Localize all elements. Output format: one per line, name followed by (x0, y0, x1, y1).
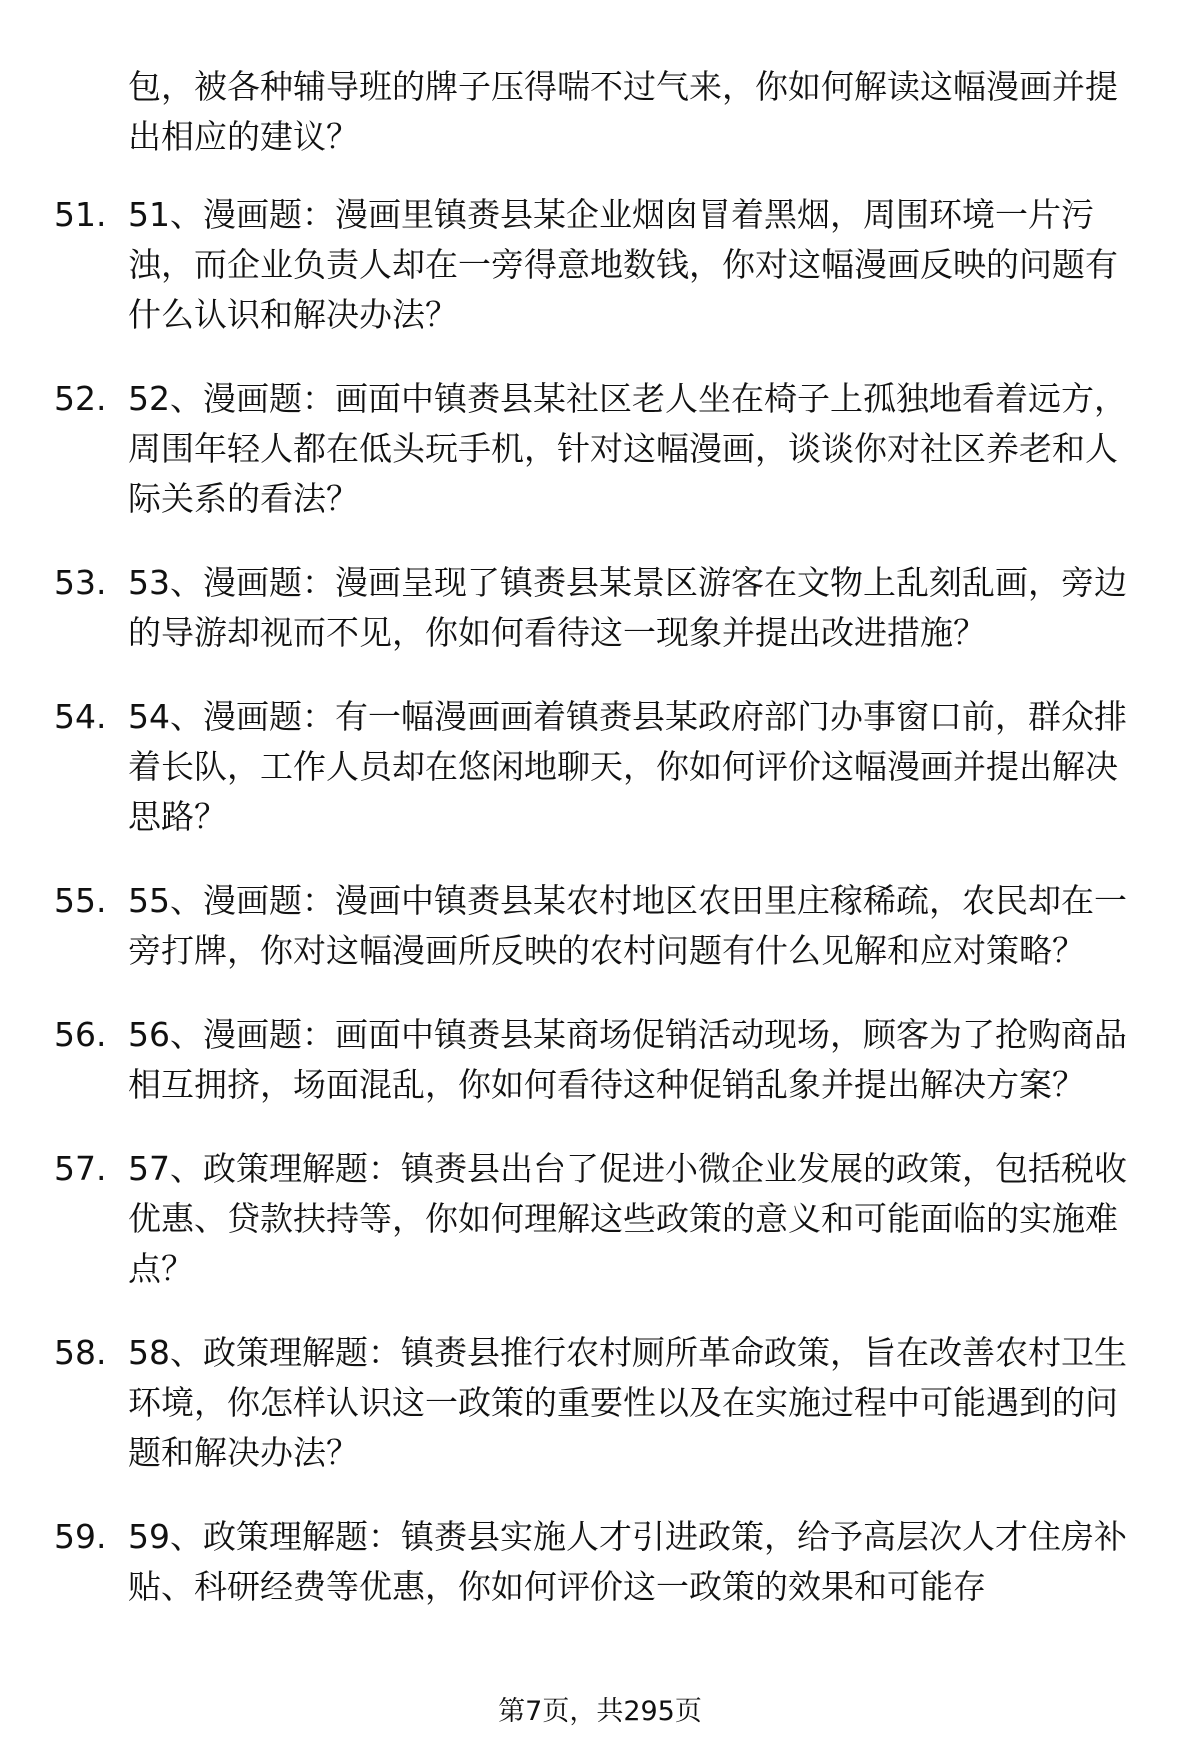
list-item (0, 1328, 1200, 1478)
question-number: 55. (54, 881, 107, 920)
list-item (0, 1512, 1200, 1612)
question-list (0, 190, 1200, 1646)
question-text: 51、漫画题：漫画里镇赉县某企业烟囱冒着黑烟，周围环境一片污浊，而企业负责人却在一旁得意地数钱，你对这幅漫画反映的问题有什么认识和解决办法？ (128, 195, 1118, 334)
question-text: 59、政策理解题：镇赉县实施人才引进政策，给予高层次人才住房补贴、科研经费等优惠，你如何评价这一政策的效果和可能存 (128, 1517, 1127, 1606)
page-footer: 第7页，共295页 (498, 1696, 702, 1727)
question-text: 54、漫画题：有一幅漫画画着镇赉县某政府部门办事窗口前，群众排着长队，工作人员却在悠闲地聊天，你如何评价这幅漫画并提出解决思路？ (128, 697, 1127, 836)
question-number: 56. (54, 1015, 107, 1054)
question-number: 51. (54, 195, 107, 234)
question-text: 56、漫画题：画面中镇赉县某商场促销活动现场，顾客为了抢购商品相互拥挤，场面混乱，你如何看待这种促销乱象并提出解决方案？ (128, 1015, 1127, 1104)
question-number: 53. (54, 563, 107, 602)
question-text: 53、漫画题：漫画呈现了镇赉县某景区游客在文物上乱刻乱画，旁边的导游却视而不见，你如何看待这一现象并提出改进措施？ (128, 563, 1127, 652)
list-item (0, 374, 1200, 524)
question-text: 57、政策理解题：镇赉县出台了促进小微企业发展的政策，包括税收优惠、贷款扶持等，你如何理解这些政策的意义和可能面临的实施难点？ (128, 1149, 1127, 1288)
list-item (0, 1144, 1200, 1294)
list-item (0, 1010, 1200, 1110)
question-number: 58. (54, 1333, 107, 1372)
question-text: 58、政策理解题：镇赉县推行农村厕所革命政策，旨在改善农村卫生环境，你怎样认识这一政策的重要性以及在实施过程中可能遇到的问题和解决办法？ (128, 1333, 1127, 1472)
continued-question-text: 包，被各种辅导班的牌子压得喘不过气来，你如何解读这幅漫画并提出相应的建议？ (128, 67, 1118, 156)
question-text: 52、漫画题：画面中镇赉县某社区老人坐在椅子上孤独地看着远方，周围年轻人都在低头玩手机，针对这幅漫画，谈谈你对社区养老和人际关系的看法？ (128, 379, 1127, 518)
list-item (0, 558, 1200, 658)
list-item (0, 692, 1200, 842)
question-text: 55、漫画题：漫画中镇赉县某农村地区农田里庄稼稀疏，农民却在一旁打牌，你对这幅漫画所反映的农村问题有什么见解和应对策略？ (128, 881, 1127, 970)
list-item (0, 876, 1200, 976)
list-item (0, 190, 1200, 340)
question-number: 54. (54, 697, 107, 736)
question-number: 57. (54, 1149, 107, 1188)
question-number: 59. (54, 1517, 107, 1556)
question-number: 52. (54, 379, 107, 418)
